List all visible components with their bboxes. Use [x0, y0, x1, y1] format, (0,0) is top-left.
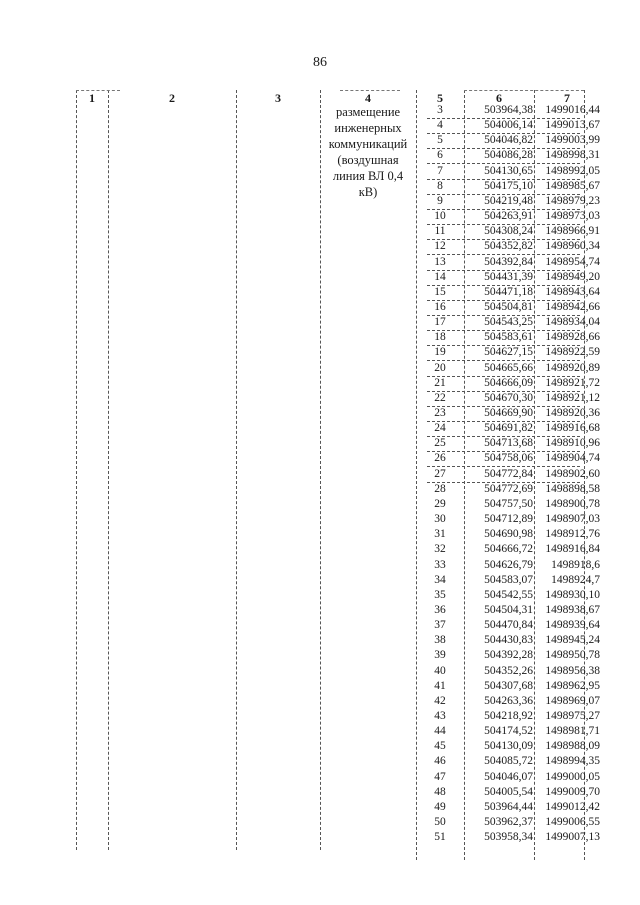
- point-number-cell: 11: [434, 225, 446, 238]
- table-row: [427, 648, 600, 663]
- x-coordinate-cell: 504691,82: [484, 422, 533, 435]
- table-row: [427, 436, 600, 452]
- x-coordinate-cell: 504758,06: [484, 452, 533, 465]
- table-row: [427, 800, 600, 815]
- x-coordinate-cell: 504690,98: [484, 528, 533, 541]
- x-coordinate-cell: 503964,38: [484, 104, 533, 116]
- table-row: [427, 330, 600, 346]
- y-coordinate-cell: 1498918,6: [551, 558, 600, 571]
- table-row: [427, 133, 600, 149]
- table-row: [427, 694, 600, 709]
- x-coordinate-cell: 504263,36: [484, 694, 533, 707]
- column-header-2: 2: [169, 91, 175, 105]
- point-number-cell: 42: [434, 694, 446, 707]
- table-row: [427, 527, 600, 542]
- table-row: [427, 391, 600, 407]
- point-number-cell: 31: [434, 528, 446, 541]
- table-row: [427, 255, 600, 271]
- description-line: линия ВЛ 0,4: [332, 169, 404, 183]
- y-coordinate-cell: 1498962,95: [545, 679, 600, 692]
- y-coordinate-cell: 1498921,72: [545, 376, 600, 389]
- table-row: [427, 148, 600, 164]
- y-coordinate-cell: 1499012,42: [545, 800, 600, 813]
- y-coordinate-cell: 1498975,27: [545, 710, 600, 722]
- table-row: [427, 194, 600, 210]
- column-header-4: 4: [365, 91, 371, 105]
- y-coordinate-cell: 1499013,67: [545, 119, 600, 132]
- point-number-cell: 28: [434, 482, 446, 495]
- y-coordinate-cell: 1499006,55: [545, 816, 600, 829]
- y-coordinate-cell: 1498969,07: [545, 694, 600, 707]
- x-coordinate-cell: 504583,07: [484, 573, 533, 586]
- x-coordinate-cell: 504263,91: [484, 210, 533, 223]
- point-number-cell: 5: [437, 134, 443, 147]
- point-number-cell: 14: [434, 270, 446, 283]
- x-coordinate-cell: 504666,09: [484, 376, 533, 389]
- x-coordinate-cell: 504772,84: [484, 467, 533, 480]
- x-coordinate-cell: 504669,90: [484, 407, 533, 419]
- y-coordinate-cell: 1498945,24: [545, 634, 600, 647]
- y-coordinate-cell: 1498912,76: [545, 528, 600, 541]
- x-coordinate-cell: 504712,89: [484, 513, 533, 526]
- y-coordinate-cell: 1498992,05: [545, 164, 600, 177]
- x-coordinate-cell: 504392,28: [484, 649, 533, 662]
- point-number-cell: 37: [434, 619, 446, 632]
- x-coordinate-cell: 504627,15: [484, 346, 533, 359]
- y-coordinate-cell: 1499003,99: [545, 134, 600, 147]
- table-row: [427, 345, 600, 361]
- x-coordinate-cell: 504086,28: [484, 149, 533, 162]
- point-number-cell: 24: [434, 422, 446, 435]
- x-coordinate-cell: 504665,66: [484, 361, 533, 374]
- x-coordinate-cell: 504504,81: [484, 300, 533, 313]
- table-row: [427, 451, 600, 467]
- table-row: [427, 118, 600, 134]
- column-header-5: 5: [437, 91, 443, 105]
- table-row: [427, 633, 600, 648]
- table-row: [427, 770, 600, 785]
- point-number-cell: 22: [434, 391, 446, 404]
- point-number-cell: 50: [434, 816, 446, 829]
- point-number-cell: 15: [434, 285, 446, 298]
- column-header-7: 7: [564, 91, 570, 105]
- x-coordinate-cell: 504543,25: [484, 316, 533, 329]
- x-coordinate-cell: 504046,82: [484, 134, 533, 147]
- y-coordinate-cell: 1498910,96: [545, 437, 600, 450]
- table-row: [427, 739, 600, 754]
- table-row: [427, 542, 600, 557]
- x-coordinate-cell: 504130,09: [484, 740, 533, 753]
- point-number-cell: 26: [434, 452, 446, 465]
- point-number-cell: 30: [434, 513, 446, 526]
- x-coordinate-cell: 504666,72: [484, 543, 533, 556]
- table-row: [427, 270, 600, 286]
- point-number-cell: 8: [437, 179, 443, 192]
- point-number-cell: 36: [434, 603, 446, 616]
- y-coordinate-cell: 1498954,74: [545, 255, 600, 268]
- description-line: (воздушная: [337, 153, 399, 167]
- point-number-cell: 9: [437, 194, 443, 207]
- y-coordinate-cell: 1498979,23: [545, 194, 600, 207]
- table-row: [427, 558, 600, 573]
- table-row: [427, 164, 600, 180]
- column-header-6: 6: [496, 91, 502, 105]
- x-coordinate-cell: 504713,68: [484, 437, 533, 450]
- y-coordinate-cell: 1498994,35: [545, 755, 600, 768]
- table-row: [427, 709, 600, 724]
- point-number-cell: 34: [434, 573, 446, 586]
- y-coordinate-cell: 1498998,31: [545, 149, 600, 162]
- table-row: [427, 239, 600, 255]
- table-row: [427, 512, 600, 527]
- y-coordinate-cell: 1498985,67: [545, 179, 600, 192]
- point-number-cell: 17: [434, 316, 446, 329]
- point-number-cell: 23: [434, 407, 446, 419]
- y-coordinate-cell: 1498920,36: [545, 407, 600, 419]
- y-coordinate-cell: 1498898,58: [545, 482, 600, 495]
- point-number-cell: 27: [434, 467, 446, 480]
- x-coordinate-cell: 503964,44: [484, 800, 533, 813]
- point-number-cell: 19: [434, 346, 446, 359]
- table-row: [427, 285, 600, 301]
- x-coordinate-cell: 504471,18: [484, 285, 533, 298]
- table-row: [427, 830, 600, 845]
- x-coordinate-cell: 504174,52: [484, 725, 533, 738]
- point-number-cell: 35: [434, 588, 446, 601]
- description-line: коммуникаций: [328, 137, 408, 151]
- y-coordinate-cell: 1498902,60: [545, 467, 600, 480]
- point-number-cell: 12: [434, 240, 446, 253]
- point-number-cell: 7: [437, 164, 443, 177]
- table-row: [427, 224, 600, 240]
- y-coordinate-cell: 1499016,44: [545, 104, 600, 116]
- table-row: [427, 209, 600, 225]
- x-coordinate-cell: 504470,84: [484, 619, 533, 632]
- column-header-3: 3: [275, 91, 281, 105]
- table-row: [427, 361, 600, 377]
- point-number-cell: 40: [434, 664, 446, 677]
- point-number-cell: 45: [434, 740, 446, 753]
- y-coordinate-cell: 1498904,74: [545, 452, 600, 465]
- x-coordinate-cell: 504006,14: [484, 119, 533, 132]
- point-number-cell: 13: [434, 255, 446, 268]
- x-coordinate-cell: 504005,54: [484, 785, 533, 798]
- point-number-cell: 3: [437, 104, 443, 116]
- table-row: [427, 103, 600, 119]
- x-coordinate-cell: 504352,82: [484, 240, 533, 253]
- y-coordinate-cell: 1498907,03: [545, 513, 600, 526]
- page-number: 86: [313, 55, 327, 70]
- point-number-cell: 49: [434, 800, 446, 813]
- table-row: [427, 754, 600, 769]
- y-coordinate-cell: 1498916,68: [545, 422, 600, 435]
- table-row: [427, 588, 600, 603]
- table-row: [427, 467, 600, 483]
- x-coordinate-cell: 504046,07: [484, 770, 533, 783]
- point-number-cell: 43: [434, 710, 446, 722]
- y-coordinate-cell: 1498981,71: [545, 725, 600, 738]
- x-coordinate-cell: 504130,65: [484, 164, 533, 177]
- x-coordinate-cell: 504504,31: [484, 603, 533, 616]
- x-coordinate-cell: 504218,92: [484, 710, 533, 722]
- point-number-cell: 16: [434, 300, 446, 313]
- description-line: инженерных: [334, 121, 402, 135]
- point-number-cell: 6: [437, 149, 443, 162]
- table-row: [427, 785, 600, 800]
- table-row: [427, 815, 600, 830]
- table-row: [427, 724, 600, 739]
- table-row: [427, 376, 600, 392]
- table-row: [427, 482, 600, 497]
- table-row: [427, 618, 600, 633]
- table-row: [427, 664, 600, 679]
- point-number-cell: 18: [434, 331, 446, 344]
- x-coordinate-cell: 504175,10: [484, 179, 533, 192]
- column-header-1: 1: [89, 91, 95, 105]
- point-number-cell: 38: [434, 634, 446, 647]
- point-number-cell: 39: [434, 649, 446, 662]
- x-coordinate-cell: 504626,79: [484, 558, 533, 571]
- description-line: размещение: [335, 105, 401, 119]
- x-coordinate-cell: 504308,24: [484, 225, 533, 238]
- x-coordinate-cell: 504542,55: [484, 588, 533, 601]
- table-row: [427, 679, 600, 694]
- x-coordinate-cell: 504307,68: [484, 679, 533, 692]
- table-row: [427, 300, 600, 316]
- y-coordinate-cell: 1498950,78: [545, 649, 600, 662]
- y-coordinate-cell: 1498924,7: [551, 573, 600, 586]
- table-row: [427, 497, 600, 512]
- x-coordinate-cell: 504670,30: [484, 391, 533, 404]
- point-number-cell: 46: [434, 755, 446, 768]
- y-coordinate-cell: 1498966,91: [545, 225, 600, 238]
- description-line: кВ): [358, 185, 378, 199]
- table-row: [427, 406, 600, 422]
- y-coordinate-cell: 1499007,13: [545, 831, 600, 844]
- y-coordinate-cell: 1498943,64: [545, 285, 600, 298]
- y-coordinate-cell: 1499009,70: [545, 785, 600, 798]
- table-row: [427, 421, 600, 437]
- table-row: [427, 603, 600, 618]
- x-coordinate-cell: 504772,69: [484, 482, 533, 495]
- x-coordinate-cell: 504392,84: [484, 255, 533, 268]
- y-coordinate-cell: 1498942,66: [545, 300, 600, 313]
- y-coordinate-cell: 1498939,64: [545, 619, 600, 632]
- point-number-cell: 41: [434, 679, 446, 692]
- point-number-cell: 47: [434, 770, 446, 783]
- y-coordinate-cell: 1498928,66: [545, 331, 600, 344]
- y-coordinate-cell: 1498934,04: [545, 316, 600, 329]
- y-coordinate-cell: 1498922,59: [545, 346, 600, 359]
- y-coordinate-cell: 1498960,34: [545, 240, 600, 253]
- point-number-cell: 44: [434, 725, 446, 738]
- x-coordinate-cell: 504085,72: [484, 755, 533, 768]
- x-coordinate-cell: 504431,39: [484, 270, 533, 283]
- point-number-cell: 48: [434, 785, 446, 798]
- point-number-cell: 20: [434, 361, 446, 374]
- y-coordinate-cell: 1498949,20: [545, 270, 600, 283]
- x-coordinate-cell: 504352,26: [484, 664, 533, 677]
- x-coordinate-cell: 504757,50: [484, 497, 533, 510]
- table-row: [427, 315, 600, 331]
- point-number-cell: 32: [434, 543, 446, 556]
- point-number-cell: 10: [434, 210, 446, 223]
- point-number-cell: 51: [434, 831, 446, 844]
- x-coordinate-cell: 504430,83: [484, 634, 533, 647]
- table-row: [427, 573, 600, 588]
- y-coordinate-cell: 1498916,84: [545, 543, 600, 556]
- y-coordinate-cell: 1498900,78: [545, 497, 600, 510]
- point-number-cell: 29: [434, 497, 446, 510]
- x-coordinate-cell: 504583,61: [484, 331, 533, 344]
- y-coordinate-cell: 1498930,10: [545, 588, 600, 601]
- y-coordinate-cell: 1498938,67: [545, 603, 600, 616]
- y-coordinate-cell: 1498988,09: [545, 740, 600, 753]
- x-coordinate-cell: 503958,34: [484, 831, 533, 844]
- y-coordinate-cell: 1498921,12: [545, 391, 600, 404]
- x-coordinate-cell: 504219,48: [484, 194, 533, 207]
- y-coordinate-cell: 1498956,38: [545, 664, 600, 677]
- point-number-cell: 4: [437, 119, 443, 132]
- x-coordinate-cell: 503962,37: [484, 816, 533, 829]
- point-number-cell: 25: [434, 437, 446, 450]
- y-coordinate-cell: 1498920,89: [545, 361, 600, 374]
- y-coordinate-cell: 1498973,03: [545, 210, 600, 223]
- point-number-cell: 21: [434, 376, 446, 389]
- table-row: [427, 179, 600, 195]
- y-coordinate-cell: 1499000,05: [545, 770, 600, 783]
- point-number-cell: 33: [434, 558, 446, 571]
